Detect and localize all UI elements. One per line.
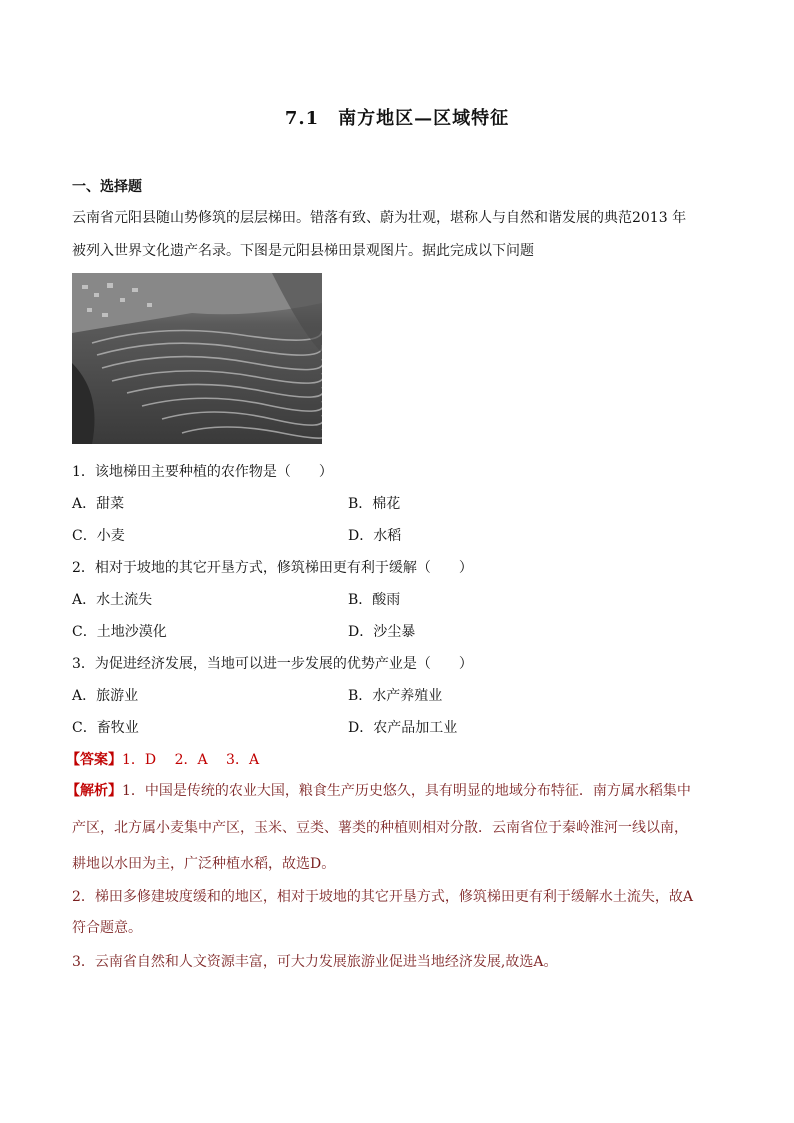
analysis-line: 耕地以水田为主，广泛种植水稻，故选D。 <box>72 856 336 872</box>
terrace-photo <box>72 273 322 444</box>
analysis-line <box>66 780 691 800</box>
page-title: 7.1 南方地区—区域特征 <box>284 108 510 129</box>
question-1-stem: 1．该地梯田主要种植的农作物是（ ） <box>72 464 333 480</box>
analysis-text: 1．中国是传统的农业大国，粮食生产历史悠久，具有明显的地域分布特征．南方属水稻集中 <box>122 783 691 799</box>
analysis-line: 2．梯田多修建坡度缓和的地区，相对于坡地的其它开垦方式，修筑梯田更有利于缓解水土流失，故A <box>72 889 694 905</box>
question-3-stem: 3．为促进经济发展，当地可以进一步发展的优势产业是（ ） <box>72 656 473 672</box>
q3-option-c: C．畜牧业 <box>72 720 139 736</box>
q1-option-a: A．甜菜 <box>72 496 125 512</box>
analysis-tag: 【解析】 <box>66 783 122 799</box>
terrace-photo-graphic <box>72 273 322 444</box>
q3-option-a: A．旅游业 <box>72 688 139 704</box>
q2-option-a: A．水土流失 <box>72 592 153 608</box>
intro-line: 云南省元阳县随山势修筑的层层梯田。错落有致、蔚为壮观，堪称人与自然和谐发展的典范2013 年 <box>72 210 687 226</box>
q2-option-b: B．酸雨 <box>348 592 401 608</box>
answer-tag: 【答案】 <box>66 752 122 768</box>
q1-option-d: D．水稻 <box>348 528 402 544</box>
analysis-line: 3．云南省自然和人文资源丰富，可大力发展旅游业促进当地经济发展,故选A。 <box>72 954 558 970</box>
analysis-line: 产区，北方属小麦集中产区，玉米、豆类、薯类的种植则相对分散．云南省位于秦岭淮河一线以南， <box>72 820 688 836</box>
q2-option-d: D．沙尘暴 <box>348 624 416 640</box>
intro-line: 被列入世界文化遗产名录。下图是元阳县梯田景观图片。据此完成以下问题 <box>72 243 534 259</box>
answer-text: 1．D 2．A 3．A <box>122 752 260 768</box>
q1-option-b: B．棉花 <box>348 496 401 512</box>
section-heading: 一、选择题 <box>72 179 142 195</box>
q2-option-c: C．土地沙漠化 <box>72 624 167 640</box>
question-2-stem: 2．相对于坡地的其它开垦方式，修筑梯田更有利于缓解（ ） <box>72 560 473 576</box>
q3-option-b: B．水产养殖业 <box>348 688 443 704</box>
analysis-line: 符合题意。 <box>72 920 142 936</box>
q3-option-d: D．农产品加工业 <box>348 720 458 736</box>
answer-line <box>66 749 259 769</box>
q1-option-c: C．小麦 <box>72 528 125 544</box>
